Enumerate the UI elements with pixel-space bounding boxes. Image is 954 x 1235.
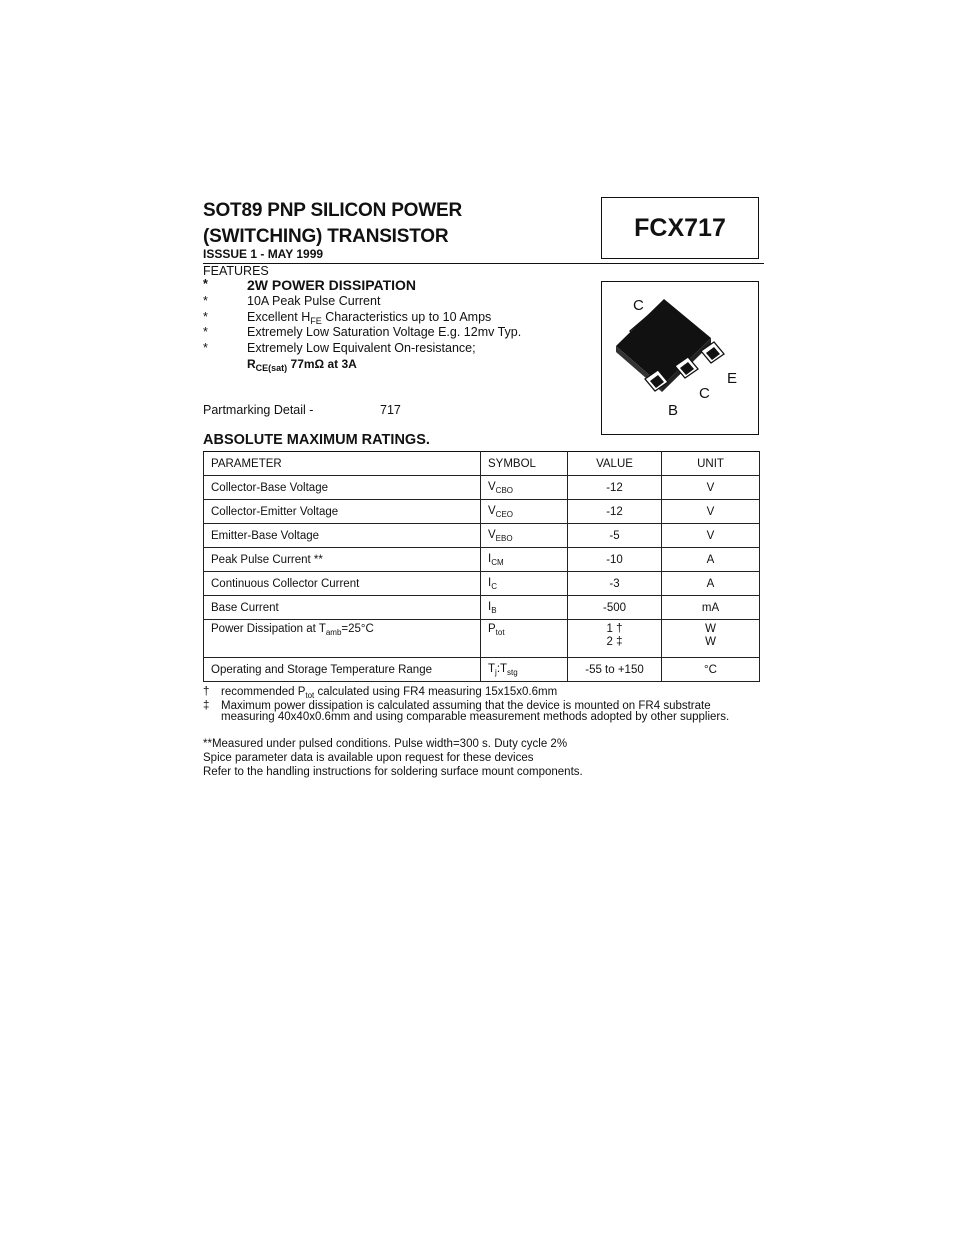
partmarking-value: 717 <box>380 403 401 417</box>
ratings-table <box>203 451 760 682</box>
note-handling: Refer to the handling instructions for soldering surface mount components. <box>203 766 583 778</box>
features-label: FEATURES <box>203 264 269 278</box>
table-row: Peak Pulse Current ** $I_{CM}$ -10 A <box>204 548 760 572</box>
sot89-package-illustration <box>602 282 758 434</box>
pin-label-b: B <box>668 402 679 419</box>
feature-text: 2W POWER DISSIPATION <box>247 277 417 293</box>
note-pulsed: **Measured under pulsed conditions. Pulse width=300 s. Duty cycle 2% <box>203 738 568 750</box>
ratings-title: ABSOLUTE MAXIMUM RATINGS. <box>203 432 430 448</box>
table-row: Base Current $I_B$ -500 mA <box>204 596 760 620</box>
bullet: * <box>203 310 208 324</box>
title-line-1: SOT89 PNP SILICON POWER <box>203 200 462 221</box>
package-diagram <box>601 281 759 435</box>
feature-text: Extremely Low Saturation Voltage E.g. 12mv Typ. <box>247 325 522 339</box>
part-number: FCX717 <box>634 213 726 242</box>
title-line-2: (SWITCHING) TRANSISTOR <box>203 226 449 247</box>
bullet: * <box>203 277 208 291</box>
issue-date: ISSSUE 1 - MAY 1999 <box>203 247 324 261</box>
header-parameter: PARAMETER <box>204 452 481 476</box>
pin-label-e: E <box>727 370 738 387</box>
table-row-power: Power Dissipation at $T_{amb}=25^\circ C$ $P_{tot}$ 1 † 2 ‡ W W <box>204 620 760 658</box>
feature-text: Extremely Low Equivalent On-resistance; <box>247 341 476 355</box>
pin-label-c: C <box>699 385 710 402</box>
note-spice: Spice parameter data is available upon request for these devices <box>203 752 534 764</box>
part-number-box <box>601 197 759 259</box>
feature-text: 10A Peak Pulse Current <box>247 294 381 308</box>
header-symbol: SYMBOL <box>481 452 568 476</box>
header-value: VALUE <box>568 452 662 476</box>
bullet: * <box>203 294 208 308</box>
partmarking-label: Partmarking Detail - <box>203 403 314 417</box>
header-rule <box>203 263 764 264</box>
table-row: Emitter-Base Voltage $V_{EBO}$ -5 V <box>204 524 760 548</box>
table-row: Continuous Collector Current $I_C$ -3 A <box>204 572 760 596</box>
feature-text: Excellent $H_{FE}$ Characteristics up to 10 Amps <box>247 310 492 326</box>
bullet: * <box>203 341 208 355</box>
table-row: Collector-Emitter Voltage $V_{CEO}$ -12 V <box>204 500 760 524</box>
header-unit: UNIT <box>662 452 760 476</box>
bullet: * <box>203 325 208 339</box>
feature-text: $R_{CE(sat)}$ 77mΩ at 3A <box>247 357 357 373</box>
pin-label-tab-c: C <box>633 297 644 314</box>
package-body <box>616 299 711 386</box>
document-title <box>203 198 593 250</box>
table-row: Collector-Base Voltage $V_{CBO}$ -12 V <box>204 476 760 500</box>
table-row-temperature: Operating and Storage Temperature Range $T_j:T_{stg}$ -55 to +150 °C <box>204 658 760 682</box>
table-header-row <box>204 452 760 476</box>
